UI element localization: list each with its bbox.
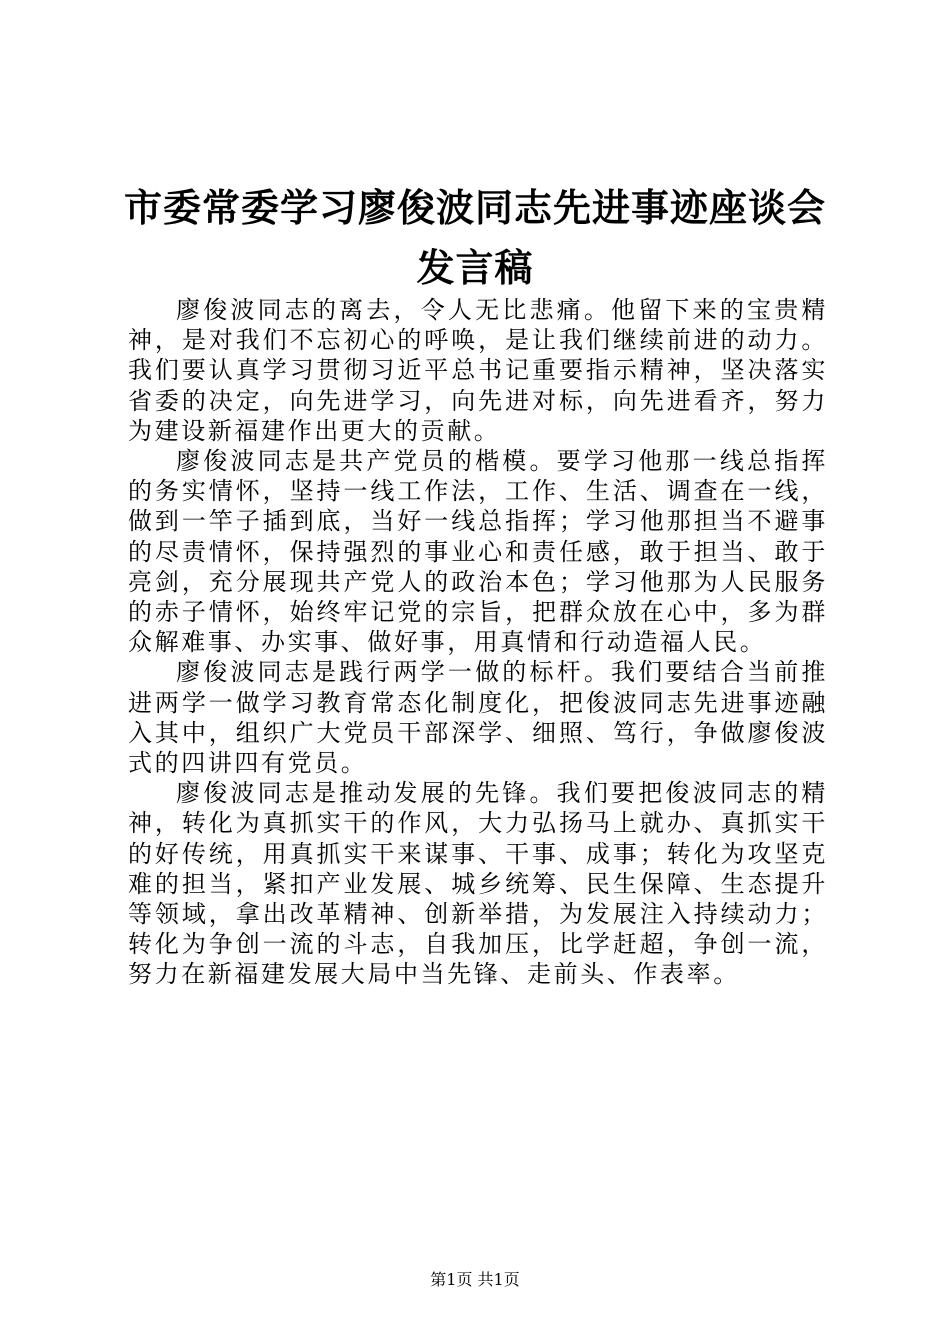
document-title: 市委常委学习廖俊波同志先进事迹座谈会发言稿 (123, 185, 826, 290)
document-body (128, 295, 828, 990)
paragraph-2: 廖俊波同志是共产党员的楷模。要学习他那一线总指挥的务实情怀，坚持一线工作法，工作、生活、调查在一线，做到一竿子插到底，当好一线总指挥；学习他那担当不避事的尽责情怀，保持强烈的事业心和责任感，敢于担当、敢于亮剑，充分展现共产党人的政治本色；学习他那为人民服务的赤子情怀，始终牢记党的宗旨，把群众放在心中，多为群众解难事、办实事、做好事，用真情和行动造福人民。 (128, 447, 828, 657)
paragraph-1: 廖俊波同志的离去，令人无比悲痛。他留下来的宝贵精神，是对我们不忘初心的呼唤，是让我们继续前进的动力。我们要认真学习贯彻习近平总书记重要指示精神，坚决落实省委的决定，向先进学习，向先进对标，向先进看齐，努力为建设新福建作出更大的贡献。 (128, 296, 828, 445)
paragraph-4: 廖俊波同志是推动发展的先锋。我们要把俊波同志的精神，转化为真抓实干的作风，大力弘扬马上就办、真抓实干的好传统，用真抓实干来谋事、干事、成事；转化为攻坚克难的担当，紧扣产业发展、城乡统筹、民生保障、生态提升等领域，拿出改革精神、创新举措，为发展注入持续动力；转化为争创一流的斗志，自我加压，比学赶超，争创一流，努力在新福建发展大局中当先锋、走前头、作表率。 (128, 779, 828, 989)
page-footer: 第1页 共1页 (430, 1270, 520, 1289)
paragraph-3: 廖俊波同志是践行两学一做的标杆。我们要结合当前推进两学一做学习教育常态化制度化，把俊波同志先进事迹融入其中，组织广大党员干部深学、细照、笃行，争做廖俊波式的四讲四有党员。 (128, 658, 828, 778)
